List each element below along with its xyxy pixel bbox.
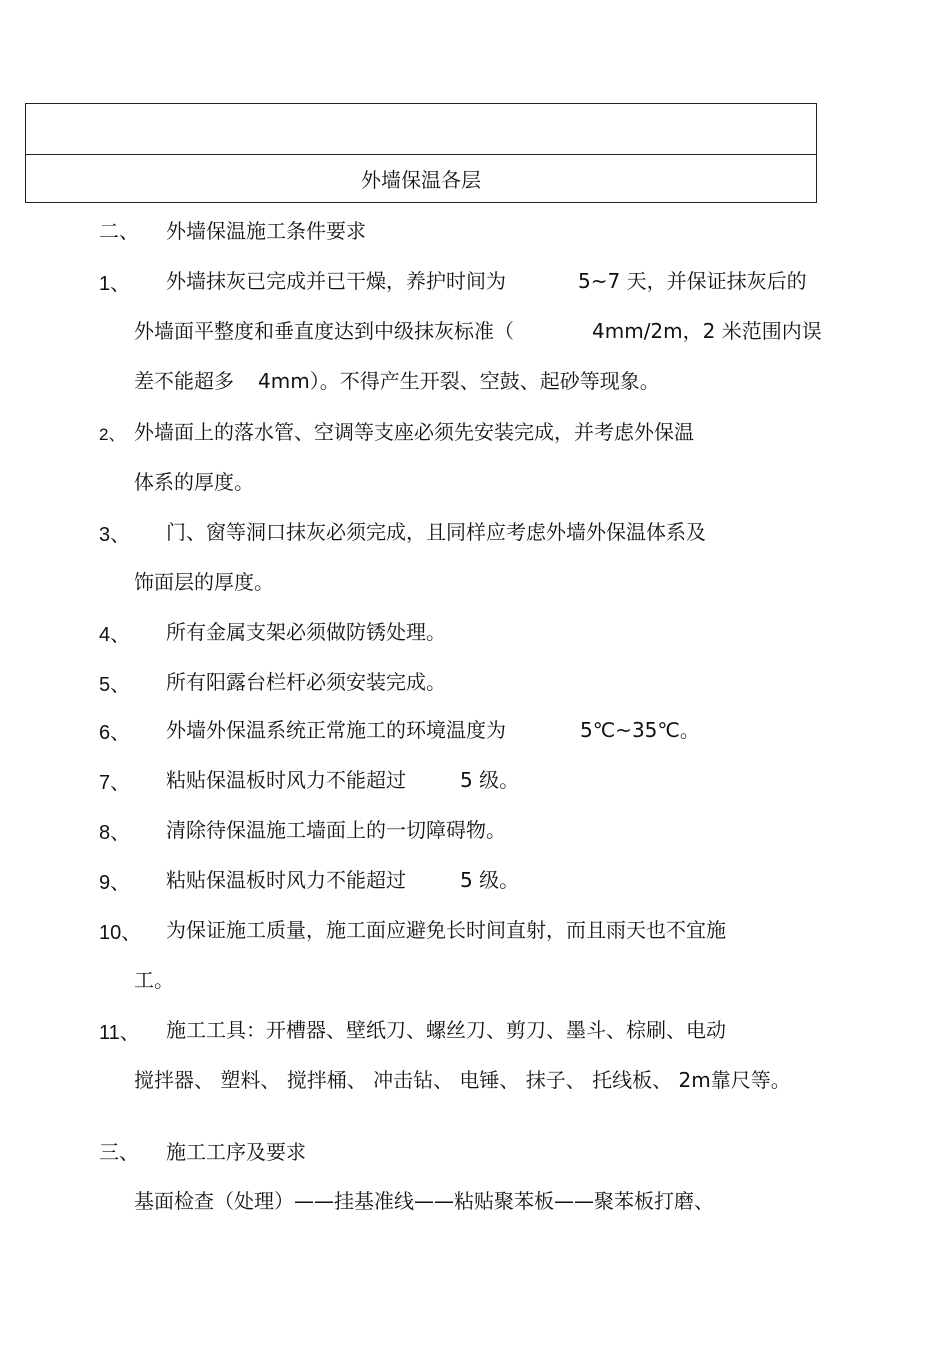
- item-2-num: 2、: [99, 425, 126, 444]
- header-table: [25, 103, 817, 203]
- section-3-title: 施工工序及要求: [166, 1140, 306, 1164]
- item-6-line-1b: 5℃~35℃。: [580, 718, 700, 742]
- item-11-line-1: 施工工具：开槽器、壁纸刀、螺丝刀、剪刀、墨斗、棕刷、电动: [166, 1018, 726, 1042]
- item-7-line-1a: 粘贴保温板时风力不能超过: [166, 768, 406, 792]
- item-1-line-3a: 差不能超多: [134, 369, 234, 393]
- item-9-num: 9、: [99, 872, 131, 894]
- table-title: 外墙保温各层: [361, 168, 481, 192]
- item-6-line-1a: 外墙外保温系统正常施工的环境温度为: [166, 718, 506, 742]
- item-3-num: 3、: [99, 524, 131, 546]
- section-3-num: 三、: [99, 1140, 139, 1164]
- item-6-num: 6、: [99, 722, 131, 744]
- item-11-num: 11、: [99, 1022, 140, 1044]
- item-1-num: 1、: [99, 273, 131, 295]
- item-1-line-1b: 5~7 天，并保证抹灰后的: [578, 269, 807, 293]
- section-2-num: 二、: [99, 219, 139, 243]
- item-11-line-2: 搅拌器、 塑料、 搅拌桶、 冲击钻、 电锤、 抹子、 托线板、 2m靠尺等。: [134, 1068, 791, 1092]
- item-4-line-1: 所有金属支架必须做防锈处理。: [166, 620, 446, 644]
- item-7-line-1b: 5 级。: [460, 768, 520, 792]
- item-10-num: 10、: [99, 922, 142, 944]
- item-5-line-1: 所有阳露台栏杆必须安装完成。: [166, 670, 446, 694]
- item-9-line-1a: 粘贴保温板时风力不能超过: [166, 868, 406, 892]
- item-10-line-1: 为保证施工质量，施工面应避免长时间直射，而且雨天也不宜施: [166, 918, 726, 942]
- item-4-num: 4、: [99, 624, 131, 646]
- item-7-num: 7、: [99, 772, 131, 794]
- item-8-num: 8、: [99, 822, 131, 844]
- item-9-line-1b: 5 级。: [460, 868, 520, 892]
- item-1-line-2b: 4mm/2m，2 米范围内误: [592, 319, 822, 343]
- section-2-title: 外墙保温施工条件要求: [166, 219, 366, 243]
- table-row-empty: [26, 104, 816, 155]
- section-3-process-line: 基面检查（处理）——挂基准线——粘贴聚苯板——聚苯板打磨、: [134, 1189, 714, 1213]
- table-row-title: [26, 154, 816, 203]
- item-10-line-2: 工。: [134, 968, 174, 992]
- item-2-line-2: 体系的厚度。: [134, 470, 254, 494]
- item-1-line-1a: 外墙抹灰已完成并已干燥，养护时间为: [166, 269, 506, 293]
- item-3-line-1: 门、窗等洞口抹灰必须完成，且同样应考虑外墙外保温体系及: [166, 520, 706, 544]
- item-5-num: 5、: [99, 674, 131, 696]
- item-8-line-1: 清除待保温施工墙面上的一切障碍物。: [166, 818, 506, 842]
- item-3-line-2: 饰面层的厚度。: [134, 570, 274, 594]
- item-1-line-2a: 外墙面平整度和垂直度达到中级抹灰标准（: [134, 319, 514, 343]
- item-1-line-3b: 4mm）。不得产生开裂、空鼓、起砂等现象。: [258, 369, 660, 393]
- item-2-line-1: 外墙面上的落水管、空调等支座必须先安装完成，并考虑外保温: [134, 420, 694, 444]
